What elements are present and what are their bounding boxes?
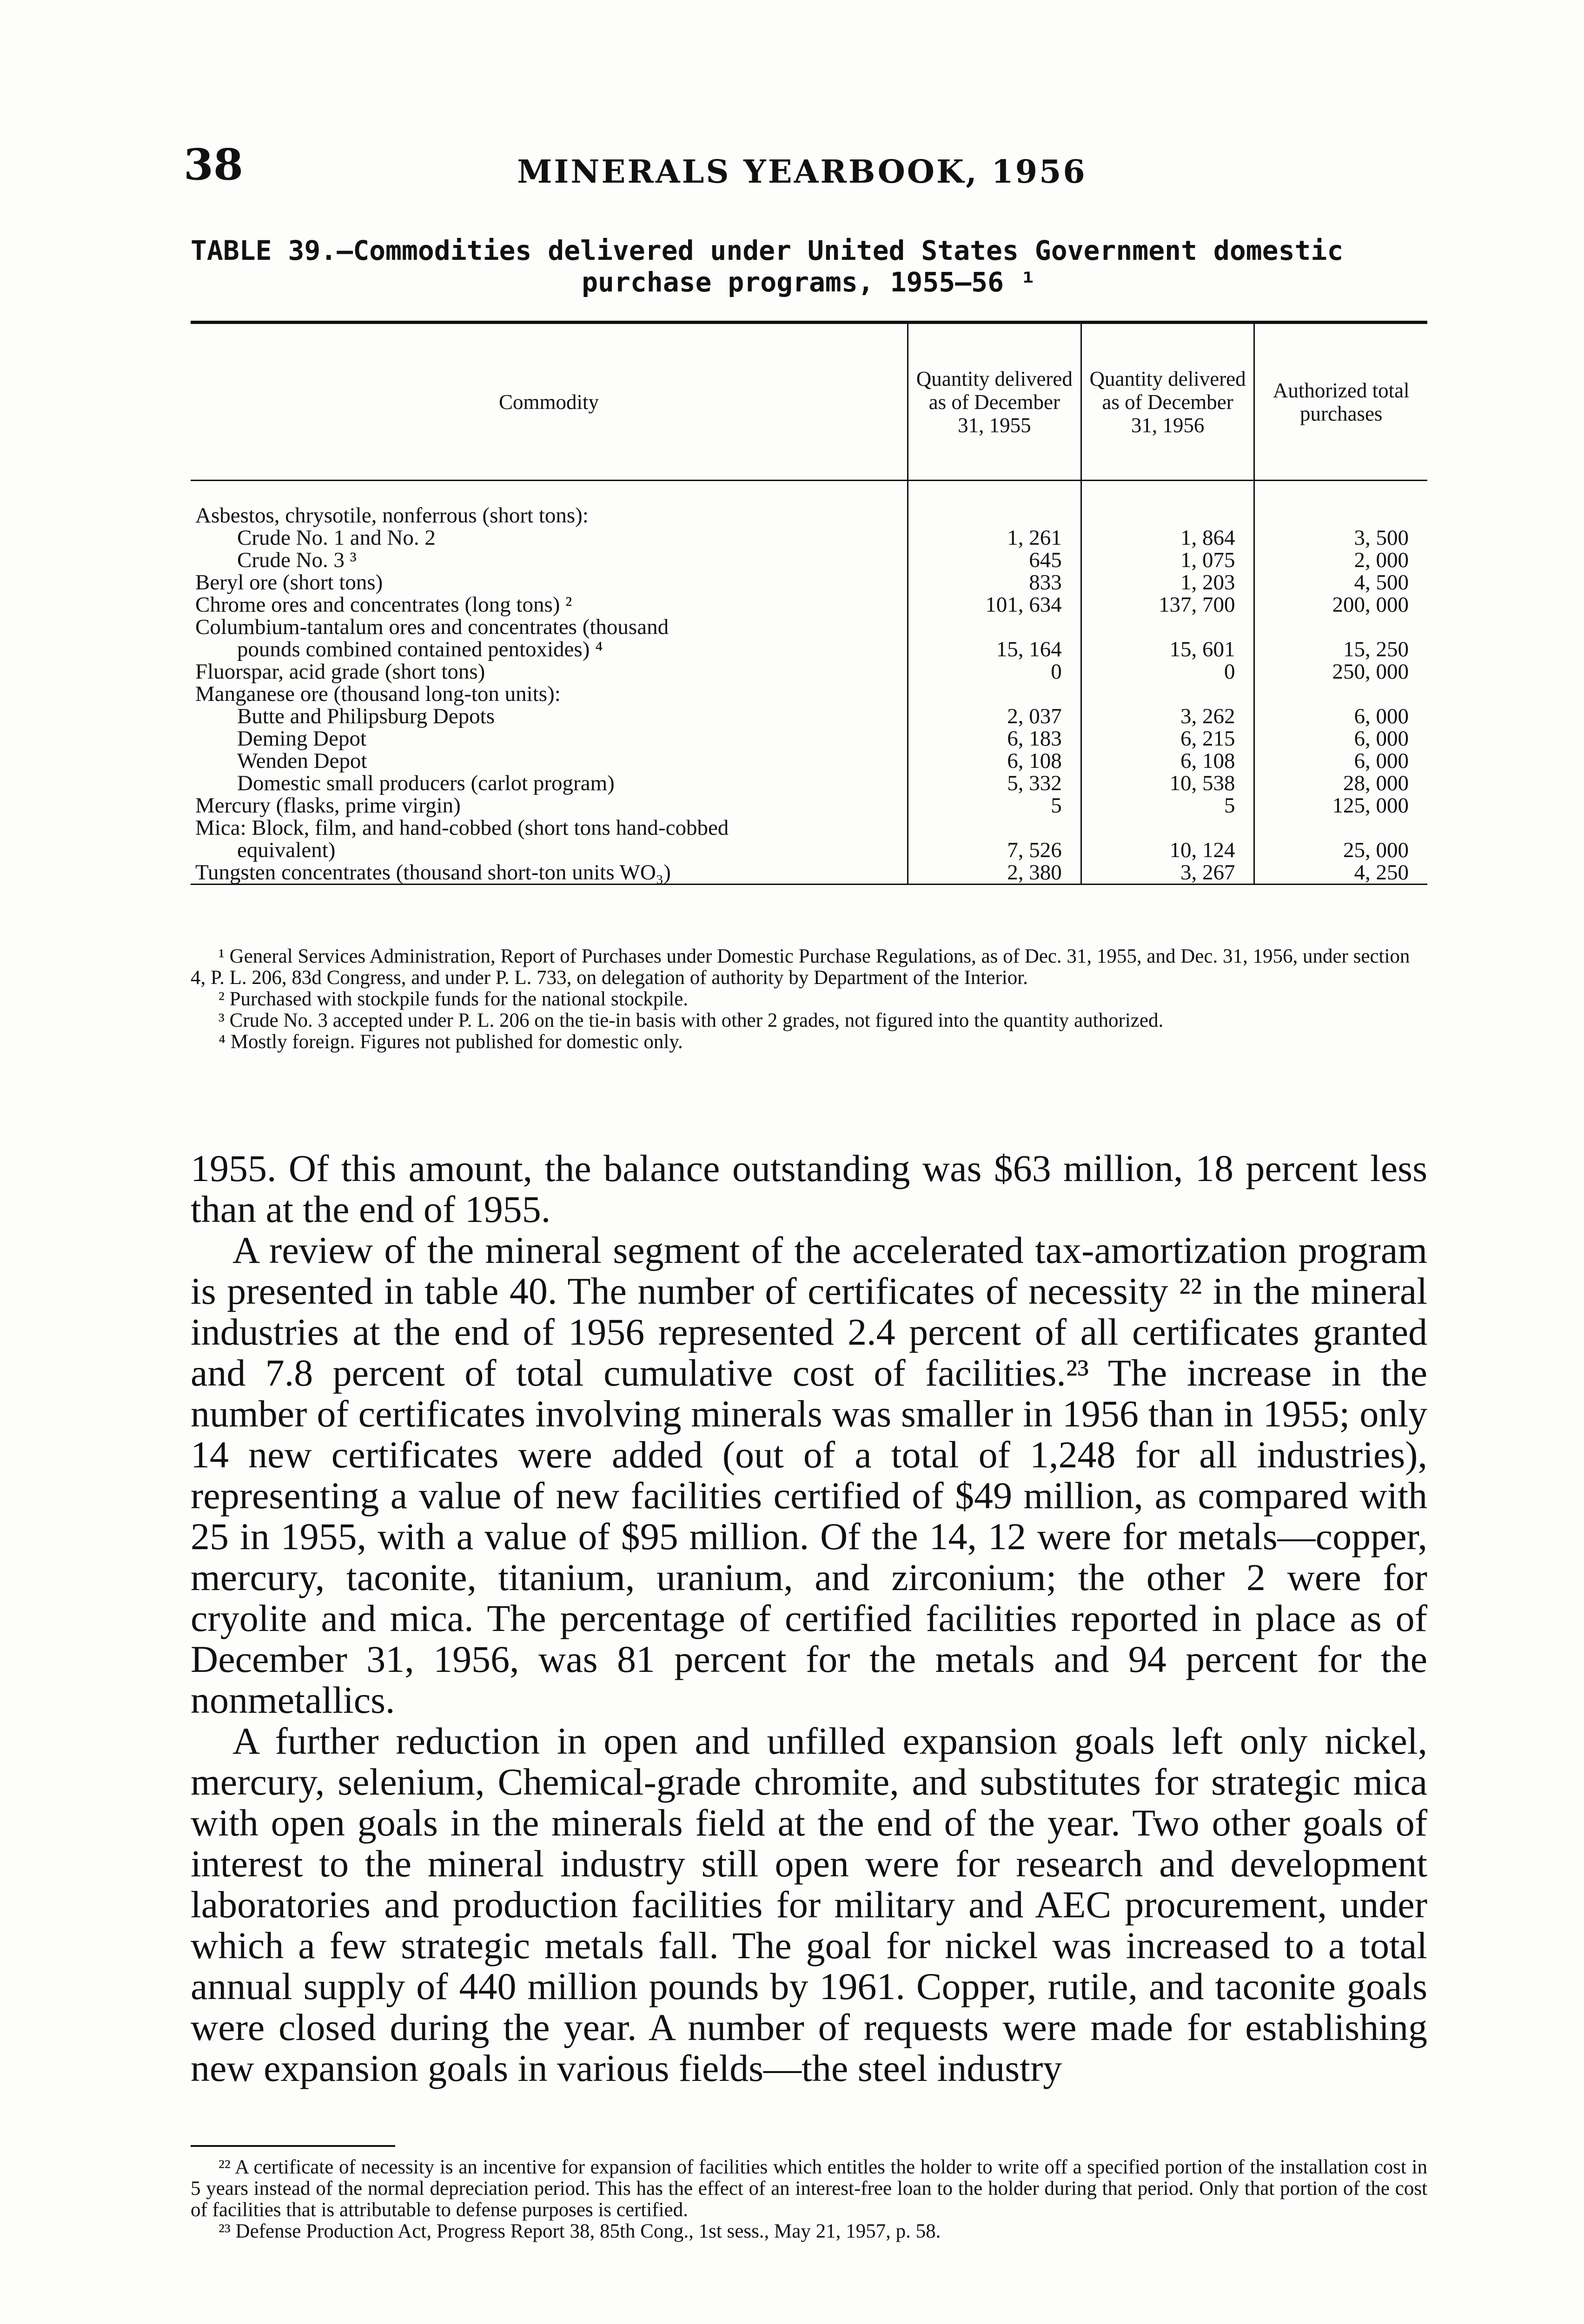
- table-row: [191, 705, 1427, 727]
- commodity-cell: Crude No. 1 and No. 2: [237, 526, 436, 550]
- value-1955-cell: 15, 164: [908, 638, 1081, 660]
- commodity-cell: Wenden Depot: [237, 749, 367, 773]
- table-row: [191, 772, 1427, 794]
- table-footnotes: [191, 946, 1427, 1053]
- table-row: [191, 571, 1427, 594]
- commodity-cell: Chrome ores and concentrates (long tons) ²: [195, 593, 572, 617]
- body-paragraph: A further reduction in open and unfilled expansion goals left only nickel, mercury, selenium, Chemical-grade chromite, and substitutes for strategic mica with open goals in the minerals field at the end of the year. Two other goals of interest to the mineral industry still open were for research and development laboratories and production facilities for military and AEC procurement, under which a few strategic metals fall. The goal for nickel was increased to a total annual supply of 440 million pounds by 1961. Copper, rutile, and taconite goals were closed during the year. A number of requests were made for establishing new expansion goals in various fields—the steel industry: [191, 1720, 1427, 2089]
- authorized-cell: [1254, 504, 1427, 527]
- table-row: [191, 594, 1427, 616]
- table-row: [191, 504, 1427, 527]
- commodity-cell: Mercury (flasks, prime virgin): [195, 793, 461, 818]
- body-text: [191, 1148, 1427, 2089]
- commodity-cell: pounds combined contained pentoxides) ⁴: [237, 637, 603, 661]
- commodity-cell: Beryl ore (short tons): [195, 570, 383, 594]
- table-row: [191, 527, 1427, 549]
- column-header-quantity-1955: Quantity delivered as of December 31, 1955: [908, 323, 1081, 481]
- authorized-cell: 15, 250: [1254, 638, 1427, 660]
- value-1956-cell: 137, 700: [1081, 594, 1254, 616]
- table-row: [191, 727, 1427, 750]
- commodity-cell: Crude No. 3 ³: [237, 548, 357, 572]
- value-1956-cell: [1081, 683, 1254, 705]
- table-caption: [191, 235, 1427, 298]
- table-row: [191, 549, 1427, 571]
- table-spacer-row: [191, 481, 1427, 505]
- authorized-cell: 6, 000: [1254, 750, 1427, 772]
- page-header: [184, 139, 1420, 195]
- commodity-cell: Columbium-tantalum ores and concentrates (thousand: [195, 615, 669, 639]
- value-1955-cell: 2, 380: [908, 861, 1081, 885]
- value-1956-cell: 6, 215: [1081, 727, 1254, 750]
- authorized-cell: [1254, 683, 1427, 705]
- table-footnote: ¹ General Services Administration, Report of Purchases under Domestic Purchase Regulations, as of Dec. 31, 1955, and Dec. 31, 1956, under section 4, P. L. 206, 83d Congress, and under P. L. 733, on delegation of authority by Department of the Interior.: [191, 945, 1410, 989]
- column-header-commodity: Commodity: [191, 323, 908, 481]
- value-1956-cell: 1, 864: [1081, 527, 1254, 549]
- value-1955-cell: 0: [908, 660, 1081, 683]
- commodity-cell: Butte and Philipsburg Depots: [237, 704, 495, 728]
- authorized-cell: 25, 000: [1254, 839, 1427, 861]
- footnote-rule: [191, 2145, 395, 2147]
- value-1955-cell: 5: [908, 794, 1081, 817]
- authorized-cell: 4, 250: [1254, 861, 1427, 885]
- commodities-table: [191, 321, 1427, 885]
- table-row: [191, 660, 1427, 683]
- value-1955-cell: 833: [908, 571, 1081, 594]
- table-row: [191, 616, 1427, 638]
- authorized-cell: 28, 000: [1254, 772, 1427, 794]
- value-1956-cell: 6, 108: [1081, 750, 1254, 772]
- authorized-cell: 2, 000: [1254, 549, 1427, 571]
- authorized-cell: 200, 000: [1254, 594, 1427, 616]
- body-paragraph: 1955. Of this amount, the balance outstanding was $63 million, 18 percent less than at the end of 1955.: [191, 1147, 1427, 1230]
- value-1955-cell: [908, 817, 1081, 839]
- value-1955-cell: 6, 183: [908, 727, 1081, 750]
- table-footnote: ⁴ Mostly foreign. Figures not published for domestic only.: [219, 1031, 683, 1053]
- value-1955-cell: [908, 616, 1081, 638]
- value-1955-cell: [908, 504, 1081, 527]
- authorized-cell: 125, 000: [1254, 794, 1427, 817]
- table-header-row: [191, 323, 1427, 481]
- value-1955-cell: 101, 634: [908, 594, 1081, 616]
- authorized-cell: 3, 500: [1254, 527, 1427, 549]
- value-1956-cell: 10, 124: [1081, 839, 1254, 861]
- value-1955-cell: 5, 332: [908, 772, 1081, 794]
- value-1956-cell: 3, 267: [1081, 861, 1254, 885]
- value-1956-cell: [1081, 616, 1254, 638]
- authorized-cell: 6, 000: [1254, 705, 1427, 727]
- value-1956-cell: 5: [1081, 794, 1254, 817]
- commodity-cell: Fluorspar, acid grade (short tons): [195, 660, 485, 684]
- table-row: [191, 861, 1427, 885]
- value-1956-cell: 1, 203: [1081, 571, 1254, 594]
- value-1956-cell: [1081, 817, 1254, 839]
- authorized-cell: [1254, 616, 1427, 638]
- authorized-cell: 4, 500: [1254, 571, 1427, 594]
- value-1956-cell: [1081, 504, 1254, 527]
- table-footnote: ³ Crude No. 3 accepted under P. L. 206 on the tie-in basis with other 2 grades, not figured into the quantity authorized.: [219, 1010, 1164, 1031]
- value-1955-cell: 6, 108: [908, 750, 1081, 772]
- page-number: 38: [184, 139, 244, 190]
- table-row: [191, 794, 1427, 817]
- value-1956-cell: 3, 262: [1081, 705, 1254, 727]
- page-footnote: ²² A certificate of necessity is an incentive for expansion of facilities which entitles the holder to write off a specified portion of the installation cost in 5 years instead of the normal depreciation period. This has the effect of an interest-free loan to the holder during that period. Only that portion of the cost of facilities that is attributable to defense purposes is certified.: [191, 2156, 1427, 2221]
- value-1956-cell: 0: [1081, 660, 1254, 683]
- commodity-cell: Mica: Block, film, and hand-cobbed (short tons hand-cobbed: [195, 816, 729, 840]
- running-title: MINERALS YEARBOOK, 1956: [517, 153, 1087, 191]
- table-row: [191, 817, 1427, 839]
- column-header-quantity-1956: Quantity delivered as of December 31, 1956: [1081, 323, 1254, 481]
- value-1955-cell: [908, 683, 1081, 705]
- value-1955-cell: 7, 526: [908, 839, 1081, 861]
- authorized-cell: 250, 000: [1254, 660, 1427, 683]
- table-caption-line-1: TABLE 39.—Commodities delivered under United States Government domestic: [191, 235, 1344, 266]
- column-header-authorized: Authorized total purchases: [1254, 323, 1427, 481]
- page-footnotes: [191, 2157, 1427, 2242]
- commodity-cell: Tungsten concentrates (thousand short-ton units WO₃): [191, 861, 908, 885]
- value-1956-cell: 10, 538: [1081, 772, 1254, 794]
- table-row: [191, 839, 1427, 861]
- value-1956-cell: 15, 601: [1081, 638, 1254, 660]
- page-footnote: ²³ Defense Production Act, Progress Report 38, 85th Cong., 1st sess., May 21, 1957, p. 58.: [219, 2220, 941, 2242]
- value-1956-cell: 1, 075: [1081, 549, 1254, 571]
- table-row: [191, 638, 1427, 660]
- authorized-cell: 6, 000: [1254, 727, 1427, 750]
- value-1955-cell: 1, 261: [908, 527, 1081, 549]
- table-row: [191, 683, 1427, 705]
- body-paragraph: A review of the mineral segment of the accelerated tax-amortization program is presented in table 40. The number of certificates of necessity ²² in the mineral industries at the end of 1956 represented 2.4 percent of all certificates granted and 7.8 percent of total cumulative cost of facilities.²³ The increase in the number of certificates involving minerals was smaller in 1956 than in 1955; only 14 new certificates were added (out of a total of 1,248 for all industries), representing a value of new facilities certified of $49 million, as compared with 25 in 1955, with a value of $95 million. Of the 14, 12 were for metals—copper, mercury, taconite, titanium, uranium, and zirconium; the other 2 were for cryolite and mica. The percentage of certified facilities reported in place as of December 31, 1956, was 81 percent for the metals and 94 percent for the nonmetallics.: [191, 1229, 1427, 1721]
- value-1955-cell: 645: [908, 549, 1081, 571]
- commodity-cell: Manganese ore (thousand long-ton units):: [195, 682, 561, 706]
- commodity-cell: Deming Depot: [237, 726, 367, 751]
- value-1955-cell: 2, 037: [908, 705, 1081, 727]
- authorized-cell: [1254, 817, 1427, 839]
- table-footnote: ² Purchased with stockpile funds for the national stockpile.: [219, 988, 689, 1010]
- table-caption-line-2: purchase programs, 1955–56 ¹: [582, 266, 1036, 298]
- table-row: [191, 750, 1427, 772]
- commodity-cell: equivalent): [237, 838, 336, 862]
- commodity-cell: Domestic small producers (carlot program): [237, 771, 615, 795]
- commodity-cell: Asbestos, chrysotile, nonferrous (short tons):: [195, 503, 589, 528]
